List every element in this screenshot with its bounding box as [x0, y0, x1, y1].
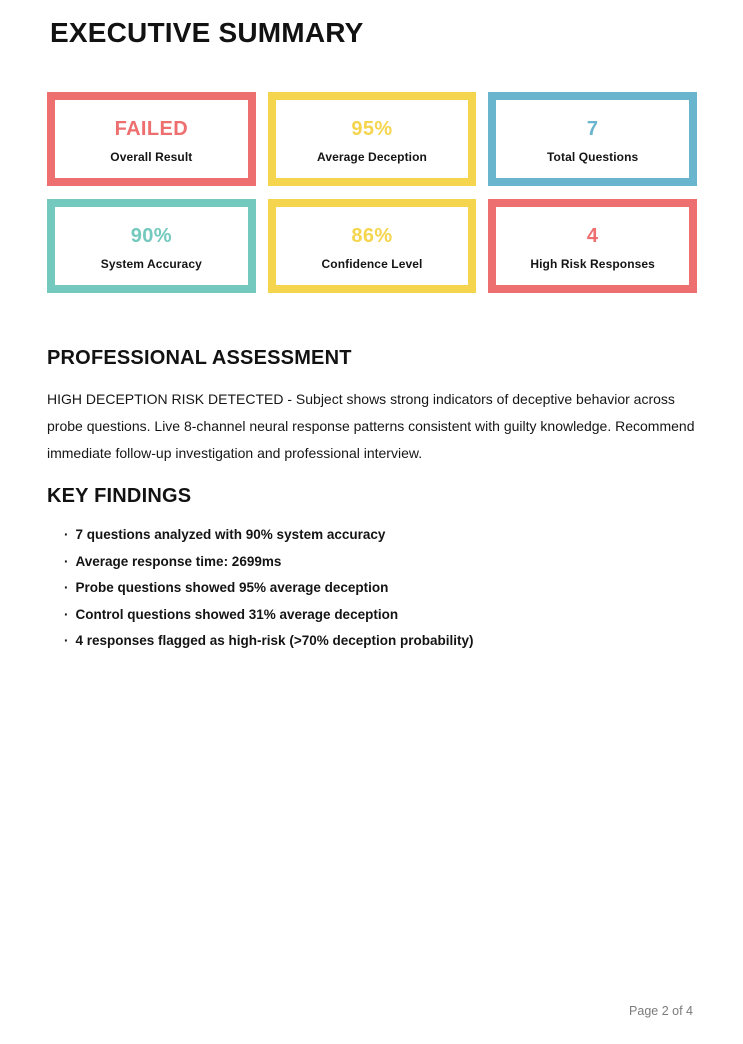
stat-label: High Risk Responses — [530, 256, 655, 271]
bullet-dot-icon: · — [64, 606, 69, 622]
stat-value: 4 — [586, 224, 599, 247]
finding-item — [64, 549, 697, 576]
assessment-heading: PROFESSIONAL ASSESSMENT — [47, 347, 352, 369]
finding-text: 7 questions analyzed with 90% system accuracy — [75, 527, 386, 542]
page-title: EXECUTIVE SUMMARY — [50, 17, 364, 48]
stat-label: Average Deception — [317, 149, 427, 164]
stat-card-average-deception — [268, 92, 477, 186]
finding-item — [64, 602, 697, 629]
bullet-dot-icon: · — [64, 633, 69, 648]
stat-card-high-risk-responses — [488, 199, 697, 293]
stat-value: 90% — [130, 224, 172, 247]
stat-card-overall-result — [47, 92, 256, 186]
stat-label: Total Questions — [547, 149, 639, 164]
assessment-body: HIGH DECEPTION RISK DETECTED - Subject shows strong indicators of deceptive behavior across probe questions. Live 8-channel neural response patterns consistent with guilty knowledge. Recommend immediate follow-up investigation and professional interview. — [47, 391, 695, 461]
stat-value: 7 — [586, 117, 599, 140]
page-number: Page 2 of 4 — [629, 1004, 693, 1018]
stat-card-total-questions — [488, 92, 697, 186]
stat-card-grid — [47, 92, 697, 293]
bullet-dot-icon: · — [64, 580, 69, 595]
finding-text: Control questions showed 31% average deception — [75, 606, 399, 622]
key-findings-heading: KEY FINDINGS — [47, 485, 192, 507]
finding-item — [64, 628, 697, 655]
stat-label: System Accuracy — [100, 256, 202, 271]
bullet-dot-icon: · — [64, 553, 69, 569]
stat-card-confidence-level — [268, 199, 477, 293]
stat-card-system-accuracy — [47, 199, 256, 293]
bullet-dot-icon: · — [64, 527, 69, 542]
stat-value: FAILED — [114, 117, 189, 140]
finding-text: Average response time: 2699ms — [75, 553, 282, 569]
finding-item — [64, 575, 697, 602]
stat-label: Overall Result — [110, 149, 193, 164]
key-findings-list — [47, 522, 697, 655]
stat-label: Confidence Level — [321, 256, 423, 271]
stat-value: 86% — [351, 224, 393, 247]
finding-text: 4 responses flagged as high-risk (>70% deception probability) — [75, 633, 474, 648]
finding-item — [64, 522, 697, 549]
finding-text: Probe questions showed 95% average deception — [75, 580, 389, 595]
stat-value: 95% — [351, 117, 393, 140]
